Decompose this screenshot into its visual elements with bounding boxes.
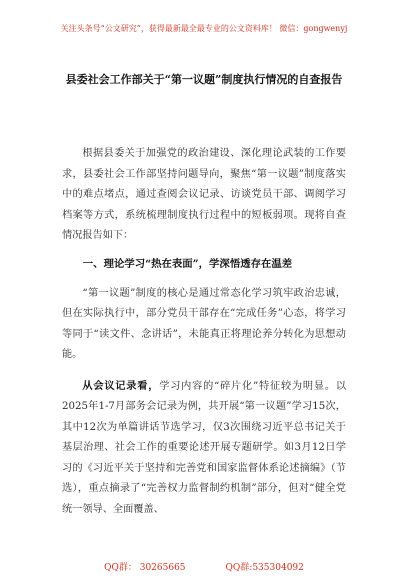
document-body: [62, 144, 346, 520]
section-heading-1: 一、理论学习“热在表面”，学深悟透存在温差: [82, 257, 293, 270]
footer-contact: [0, 562, 408, 574]
paragraph-lead-phrase: 从会议记录看，: [82, 379, 160, 392]
section-1-paragraph-2: [62, 376, 346, 521]
promo-banner: 关注头条号“公文研究”，获得最新最全最专业的公文资料库！ 微信：gongwenyj: [60, 24, 348, 33]
intro-paragraph: 根据县委关于加强党的政治建设、深化理论武装的工作要求，县委社会工作部坚持问题导向，聚焦“第一议题”制度落实中的难点堵点，通过查阅会议记录、访谈党员干部、调阅学习档案等方式，系统梳理制度执行过程中的短板弱项。现将自查情况报告如下：: [62, 148, 346, 241]
paragraph-text: 学习内容的“碎片化”特征较为明显。以2025年1-7月部务会记录为例，共开展“第一议题”学习15次，其中12次为单篇讲话节选学习，仅3次围绕习近平总书记关于基层治理、社会工作的重要论述开展专题研学。如3月12日学习的《习近平关于坚持和完善党和国家监督体系论述摘编》（节选），重点摘录了“完善权力监督制约机制”部分，但对“健全党统一领导、全面覆盖、: [62, 380, 347, 515]
document-title: 县委社会工作部关于“第一议题”制度执行情况的自查报告: [65, 73, 343, 86]
section-1-paragraph-1: “第一议题”制度的核心是通过常态化学习筑牢政治忠诚，但在实际执行中，部分党员干部存在“完成任务”心态，将学习等同于“读文件、念讲话”，未能真正将理论养分转化为思想动能。: [62, 287, 346, 360]
footer-qq-group-1: QQ群： 30265665: [104, 563, 186, 573]
footer-qq-group-2: QQ群:535304092: [225, 563, 304, 573]
